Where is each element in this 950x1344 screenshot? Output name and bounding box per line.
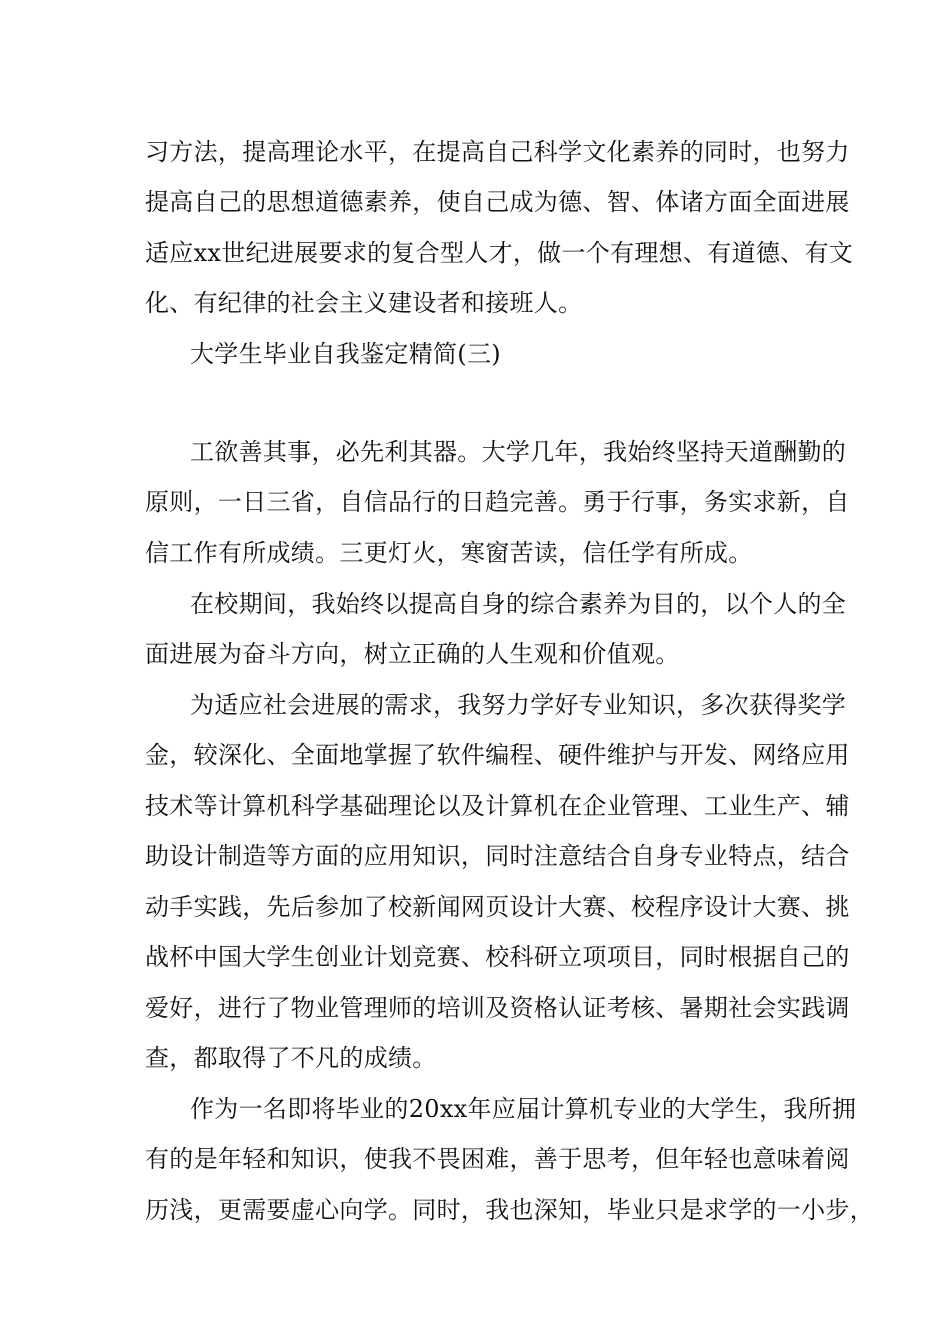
text-line: 在校期间，我始终以提高自身的综合素养为目的，以个人的全 — [190, 590, 847, 618]
text-line: 金，较深化、全面地掌握了软件编程、硬件维护与开发、网络应用 — [145, 741, 850, 769]
text-line: 作为一名即将毕业的20xx年应届计算机专业的大学生，我所拥 — [190, 1095, 857, 1123]
text-line: 动手实践，先后参加了校新闻网页设计大赛、校程序设计大赛、挑 — [145, 893, 850, 921]
text-line: 化、有纪律的社会主义建设者和接班人。 — [145, 289, 583, 317]
section-heading: 大学生毕业自我鉴定精简(三) — [190, 340, 501, 368]
text-line: 查，都取得了不凡的成绩。 — [145, 1044, 437, 1072]
text-line: 习方法，提高理论水平，在提高自己科学文化素养的同时，也努力 — [145, 138, 850, 166]
text-line: 面进展为奋斗方向，树立正确的人生观和价值观。 — [145, 640, 680, 668]
text-line: 历浅，更需要虚心向学。同时，我也深知，毕业只是求学的一小步， — [145, 1196, 874, 1224]
text-line: 技术等计算机科学基础理论以及计算机在企业管理、工业生产、辅 — [145, 792, 850, 820]
text-line: 适应xx世纪进展要求的复合型人才，做一个有理想、有道德、有文 — [145, 239, 854, 267]
text-line: 原则，一日三省，自信品行的日趋完善。勇于行事，务实求新，自 — [145, 488, 850, 516]
text-line: 提高自己的思想道德素养，使自己成为德、智、体诸方面全面进展 — [145, 188, 850, 216]
text-line: 助设计制造等方面的应用知识，同时注意结合自身专业特点，结合 — [145, 842, 850, 870]
text-line: 爱好，进行了物业管理师的培训及资格认证考核、暑期社会实践调 — [145, 994, 850, 1022]
text-line: 战杯中国大学生创业计划竞赛、校科研立项项目，同时根据自己的 — [145, 943, 850, 971]
text-line: 工欲善其事，必先利其器。大学几年，我始终坚持天道酬勤的 — [190, 438, 847, 466]
text-line: 为适应社会进展的需求，我努力学好专业知识，多次获得奖学 — [190, 691, 847, 719]
text-line: 信工作有所成绩。三更灯火，寒窗苦读，信任学有所成。 — [145, 539, 753, 567]
text-line: 有的是年轻和知识，使我不畏困难，善于思考，但年轻也意味着阅 — [145, 1145, 850, 1173]
